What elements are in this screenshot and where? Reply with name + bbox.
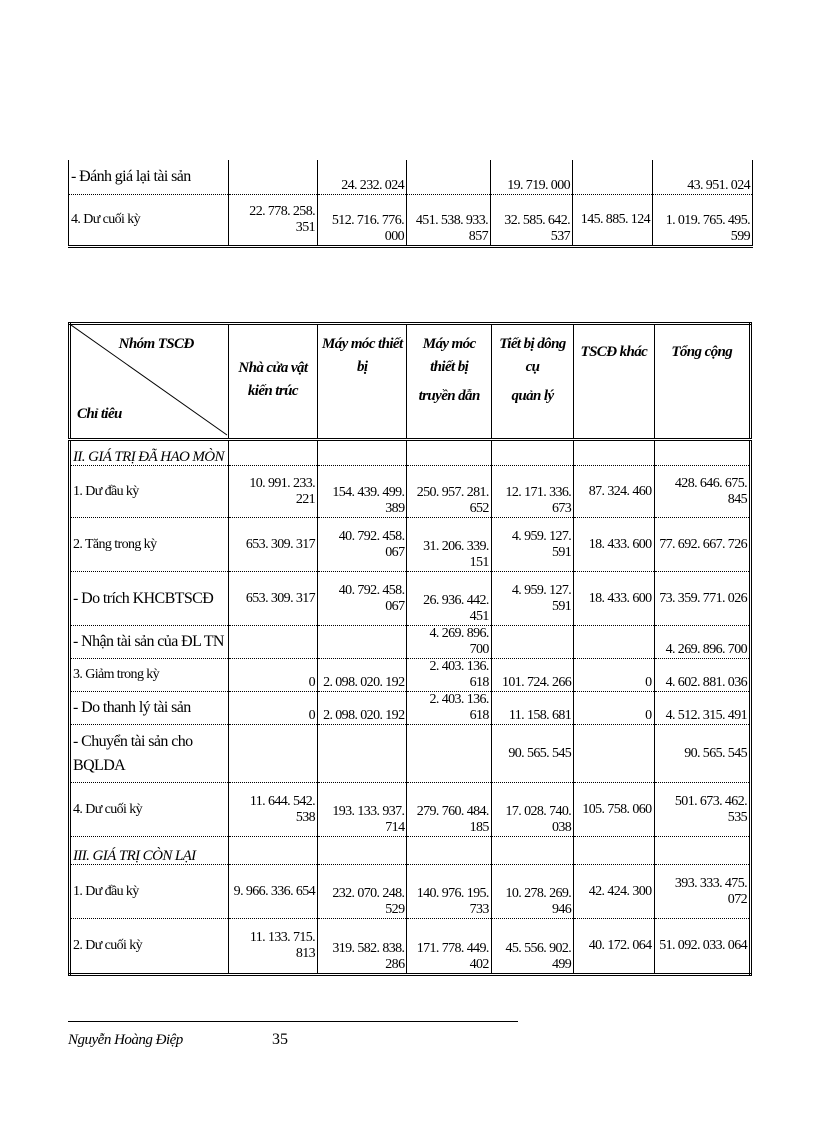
cell-nha-cua (228, 626, 317, 659)
cell-nha-cua: 9. 966. 336. 654 (228, 865, 317, 919)
cell-may-moc: 40. 792. 458. 067 (318, 572, 407, 626)
cell-khac: 18. 433. 600 (574, 518, 654, 572)
table-row (70, 626, 751, 659)
cell-tong: 393. 333. 475. 072 (654, 865, 750, 919)
row-label: 2. Dư cuối kỳ (70, 919, 229, 975)
cell-dung-cu: 32. 585. 642. 537 (491, 194, 573, 246)
section-row (70, 837, 751, 865)
cell-truyen-dan: 279. 760. 484. 185 (407, 783, 491, 837)
cell-tong: 90. 565. 545 (654, 725, 750, 783)
row-label: - Nhận tài sản của ĐL TN (70, 626, 229, 659)
row-label: 2. Tăng trong kỳ (70, 518, 229, 572)
cell-may-moc: 512. 716. 776. 000 (318, 194, 407, 246)
cell-khac: 40. 172. 064 (574, 919, 654, 975)
cell-may-moc: 2. 098. 020. 192 (318, 692, 407, 725)
cell-may-moc: 40. 792. 458. 067 (318, 518, 407, 572)
row-label: - Đánh giá lại tài sản (69, 160, 229, 194)
col-header-dung-cu (491, 324, 573, 440)
section-label: III. GIÁ TRỊ CÒN LẠI (70, 837, 229, 865)
depreciation-table (68, 322, 752, 976)
cell-truyen-dan (407, 725, 491, 783)
row-label: 4. Dư cuối kỳ (71, 211, 141, 227)
cell-khac: 42. 424. 300 (574, 865, 654, 919)
col-header-dung-cu-line2: quản lý (511, 388, 554, 404)
cell-khac (573, 160, 653, 194)
cell-khac: 0 (574, 692, 654, 725)
row-label-header: Chỉ tiêu (77, 406, 122, 422)
cell-dung-cu: 4. 959. 127. 591 (491, 518, 573, 572)
cell-may-moc: 24. 232. 024 (318, 160, 407, 194)
cell-may-moc: 193. 133. 937. 714 (318, 783, 407, 837)
cell-tong: 428. 646. 675. 845 (654, 466, 750, 518)
cell-dung-cu: 101. 724. 266 (491, 659, 573, 692)
cell-may-moc: 319. 582. 838. 286 (318, 919, 407, 975)
cell-khac (574, 626, 654, 659)
cell-khac: 145. 885. 124 (573, 194, 653, 246)
cell-tong: 501. 673. 462. 535 (654, 783, 750, 837)
cell-dung-cu: 10. 278. 269. 946 (491, 865, 573, 919)
cell-tong: 4. 512. 315. 491 (654, 692, 750, 725)
cell-dung-cu: 17. 028. 740. 038 (491, 783, 573, 837)
cell-khac: 18. 433. 600 (574, 572, 654, 626)
section-label: II. GIÁ TRỊ ĐÃ HAO MÒN (70, 440, 229, 466)
col-header-truyen-dan-line1: Máy móc thiết bị (422, 336, 476, 375)
col-header-may-moc: Máy móc thiết bị (318, 324, 407, 440)
cell-dung-cu: 12. 171. 336. 673 (491, 466, 573, 518)
cell-dung-cu: 11. 158. 681 (491, 692, 573, 725)
row-label: - Do thanh lý tài sản (70, 692, 229, 725)
author-name: Nguyễn Hoàng Điệp (68, 1032, 183, 1048)
cell-tong: 77. 692. 667. 726 (654, 518, 750, 572)
cell-dung-cu (491, 626, 573, 659)
cell-may-moc: 232. 070. 248. 529 (318, 865, 407, 919)
table-row (70, 865, 751, 919)
cell-dung-cu: 19. 719. 000 (491, 160, 573, 194)
cell-khac (574, 725, 654, 783)
row-label: - Chuyển tài sản cho BQLDA (70, 725, 229, 783)
table-row (70, 518, 751, 572)
cell-truyen-dan: 171. 778. 449. 402 (407, 919, 491, 975)
cell-nha-cua: 11. 133. 715. 813 (228, 919, 317, 975)
cell-truyen-dan: 4. 269. 896. 700 (407, 626, 491, 659)
cell-nha-cua: 653. 309. 317 (228, 518, 317, 572)
diagonal-header-cell (70, 324, 229, 440)
cell-tong: 73. 359. 771. 026 (654, 572, 750, 626)
cell-nha-cua (229, 160, 318, 194)
cell-nha-cua: 0 (228, 692, 317, 725)
table-row (70, 572, 751, 626)
cell-tong: 1. 019. 765. 495. 599 (653, 194, 753, 246)
table-row (70, 919, 751, 975)
cell-truyen-dan: 26. 936. 442. 451 (407, 572, 491, 626)
cell-nha-cua: 653. 309. 317 (228, 572, 317, 626)
table-row (69, 194, 753, 246)
cell-nha-cua: 22. 778. 258. 351 (229, 194, 318, 246)
cell-dung-cu: 45. 556. 902. 499 (491, 919, 573, 975)
group-label: Nhóm TSCĐ (118, 336, 194, 352)
cell-truyen-dan (407, 160, 491, 194)
row-label: 1. Dư đầu kỳ (70, 466, 229, 518)
cell-truyen-dan: 2. 403. 136. 618 (407, 659, 491, 692)
cell-nha-cua: 0 (228, 659, 317, 692)
cell-dung-cu: 4. 959. 127. 591 (491, 572, 573, 626)
table-row (70, 725, 751, 783)
cell-nha-cua: 11. 644. 542. 538 (228, 783, 317, 837)
top-continuation-table (68, 160, 753, 248)
col-header-khac: TSCĐ khác (574, 324, 654, 440)
table-row (70, 466, 751, 518)
table-row (70, 692, 751, 725)
row-label: 3. Giảm trong kỳ (70, 659, 229, 692)
col-header-nha-cua: Nhà cửa vật kiến trúc (228, 324, 317, 440)
cell-nha-cua (228, 725, 317, 783)
section-row (70, 440, 751, 466)
cell-may-moc (318, 626, 407, 659)
cell-tong: 43. 951. 024 (653, 160, 753, 194)
cell-may-moc (318, 725, 407, 783)
row-label: 4. Dư cuối kỳ (70, 783, 229, 837)
table-row (69, 160, 753, 194)
cell-truyen-dan: 451. 538. 933. 857 (407, 194, 491, 246)
cell-may-moc: 2. 098. 020. 192 (318, 659, 407, 692)
col-header-tong: Tổng cộng (654, 324, 750, 440)
table-row (70, 783, 751, 837)
cell-truyen-dan: 250. 957. 281. 652 (407, 466, 491, 518)
cell-tong: 4. 602. 881. 036 (654, 659, 750, 692)
cell-may-moc: 154. 439. 499. 389 (318, 466, 407, 518)
cell-khac: 87. 324. 460 (574, 466, 654, 518)
table-header-row (70, 324, 751, 440)
row-label: 1. Dư đầu kỳ (70, 865, 229, 919)
cell-truyen-dan: 2. 403. 136. 618 (407, 692, 491, 725)
footer-divider (68, 1021, 518, 1022)
row-label: - Do trích KHCBTSCĐ (70, 572, 229, 626)
col-header-dung-cu-line1: Tiết bị dông cụ (499, 336, 566, 375)
cell-nha-cua: 10. 991. 233. 221 (228, 466, 317, 518)
page-number: 35 (272, 1031, 288, 1048)
col-header-truyen-dan-line2: truyền dẫn (418, 388, 480, 404)
cell-tong: 4. 269. 896. 700 (654, 626, 750, 659)
col-header-truyen-dan (407, 324, 491, 440)
cell-khac: 0 (574, 659, 654, 692)
cell-dung-cu: 90. 565. 545 (491, 725, 573, 783)
cell-khac: 105. 758. 060 (574, 783, 654, 837)
table-row (70, 659, 751, 692)
cell-truyen-dan: 31. 206. 339. 151 (407, 518, 491, 572)
cell-tong: 51. 092. 033. 064 (654, 919, 750, 975)
cell-truyen-dan: 140. 976. 195. 733 (407, 865, 491, 919)
